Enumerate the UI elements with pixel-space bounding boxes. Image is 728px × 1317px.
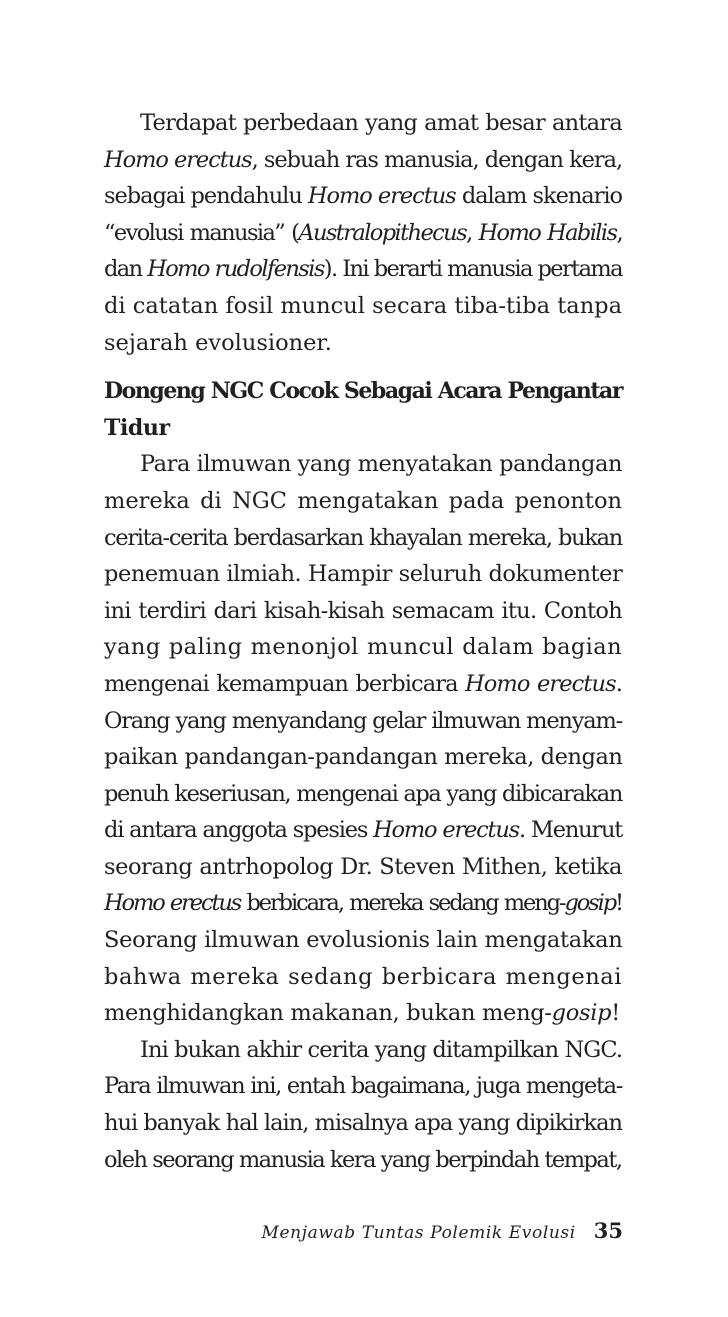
text-run: ,: [466, 219, 479, 246]
text-run: cerita-cerita berdasarkan khayalan mereka, bukan: [104, 524, 622, 551]
paragraph-1-line: [104, 105, 622, 142]
text-run: Orang yang menyandang gelar ilmuwan menyam-: [104, 707, 622, 734]
paragraph-2-line: [104, 593, 622, 630]
paragraph-1-line: [104, 178, 622, 215]
text-run: . Menurut: [519, 817, 623, 844]
text-run: penuh keseriusan, mengenai apa yang dibicarakan: [104, 780, 622, 807]
text-run: mengenai kemampuan berbicara: [104, 670, 466, 697]
italic-term: Homo rudolfensis: [147, 256, 324, 283]
italic-term: Homo erectus: [104, 146, 252, 173]
text-run: .: [615, 670, 622, 697]
paragraph-1-line: [104, 288, 622, 325]
paragraph-3-line: [104, 1068, 622, 1105]
paragraph-2-line: [104, 446, 622, 483]
text-run: penemuan ilmiah. Hampir seluruh dokumenter: [104, 561, 623, 588]
paragraph-3-line: [104, 1105, 622, 1142]
paragraph-2-line: [104, 483, 622, 520]
text-run: ,: [616, 219, 622, 246]
paragraph-1: [104, 105, 622, 361]
text-run: oleh seorang manusia kera yang berpindah tempat,: [104, 1146, 622, 1173]
paragraph-1-line: [104, 325, 622, 362]
paragraph-2-line: [104, 922, 622, 959]
text-run: paikan pandangan-pandangan mereka, dengan: [104, 744, 623, 771]
heading-line-2: Tidur: [104, 414, 170, 441]
paragraph-1-line: [104, 251, 622, 288]
page-body: [104, 105, 622, 1178]
italic-term: gosip: [551, 1000, 612, 1027]
text-run: Para ilmuwan ini, entah bagaimana, juga mengeta-: [104, 1073, 622, 1100]
text-run: sejarah evolusioner.: [104, 329, 332, 356]
italic-term: Homo erectus: [307, 183, 456, 210]
italic-term: gosip: [564, 890, 616, 917]
italic-term: Homo erectus: [465, 670, 616, 697]
text-run: Ini bukan akhir cerita yang ditampilkan NGC.: [140, 1036, 623, 1063]
paragraph-1-line: [104, 215, 622, 252]
paragraph-2-line: [104, 703, 622, 740]
paragraph-2-line: [104, 629, 622, 666]
paragraph-2-line: [104, 776, 622, 813]
paragraph-2-line: [104, 995, 622, 1032]
text-run: yang paling menonjol muncul dalam bagian: [104, 634, 622, 661]
italic-term: Homo erectus: [104, 890, 241, 917]
paragraph-3-line: [104, 1142, 622, 1179]
paragraph-2-line: [104, 739, 622, 776]
text-run: !: [615, 890, 622, 917]
text-run: “evolusi manusia” (: [104, 219, 299, 246]
text-run: , sebuah ras manusia, dengan kera,: [251, 146, 623, 173]
paragraph-2-line: [104, 849, 622, 886]
running-footer-title: Menjawab Tuntas Polemik Evolusi: [261, 1223, 576, 1243]
paragraph-2-line: [104, 885, 622, 922]
italic-term: Homo Habilis: [478, 219, 617, 246]
text-run: Terdapat perbedaan yang amat besar antara: [140, 110, 622, 136]
text-run: ini terdiri dari kisah-kisah semacam itu. Contoh: [104, 597, 622, 624]
text-run: hui banyak hal lain, misalnya apa yang dipikirkan: [104, 1110, 622, 1137]
paragraph-1-line: [104, 142, 622, 179]
text-run: mereka di NGC mengatakan pada penonton: [104, 487, 622, 514]
text-run: Seorang ilmuwan evolusionis lain mengatakan: [104, 927, 623, 954]
text-run: di antara anggota spesies: [104, 817, 374, 844]
text-run: di catatan fosil muncul secara tiba-tiba tanpa: [104, 292, 622, 319]
page-number: 35: [593, 1218, 623, 1243]
text-run: ). Ini berarti manusia pertama: [323, 256, 622, 283]
text-run: Para ilmuwan yang menyatakan pandangan: [140, 451, 622, 478]
text-run: menghidangkan makanan, bukan meng-: [104, 1000, 552, 1027]
paragraph-2: [104, 446, 622, 1032]
paragraph-3-line: [104, 1032, 622, 1069]
text-run: seorang antrhopolog Dr. Steven Mithen, ketika: [104, 853, 622, 880]
paragraph-3: [104, 1032, 622, 1178]
text-run: sebagai pendahulu: [104, 183, 308, 210]
heading-line-1: Dongeng NGC Cocok Sebagai Acara Pengantar: [104, 378, 622, 405]
section-heading: [104, 373, 622, 446]
text-run: !: [611, 1000, 621, 1027]
paragraph-2-line: [104, 666, 622, 703]
text-run: dan: [104, 256, 148, 283]
italic-term: Homo erectus: [373, 817, 519, 844]
paragraph-2-line: [104, 812, 622, 849]
text-run: berbicara, mereka sedang meng-: [240, 890, 565, 917]
italic-term: Australopithecus: [298, 219, 467, 246]
paragraph-2-line: [104, 520, 622, 557]
text-run: bahwa mereka sedang berbicara mengenai: [104, 963, 622, 990]
page-footer: [262, 1218, 624, 1243]
paragraph-2-line: [104, 556, 622, 593]
text-run: dalam skenario: [455, 183, 622, 210]
paragraph-2-line: [104, 959, 622, 996]
